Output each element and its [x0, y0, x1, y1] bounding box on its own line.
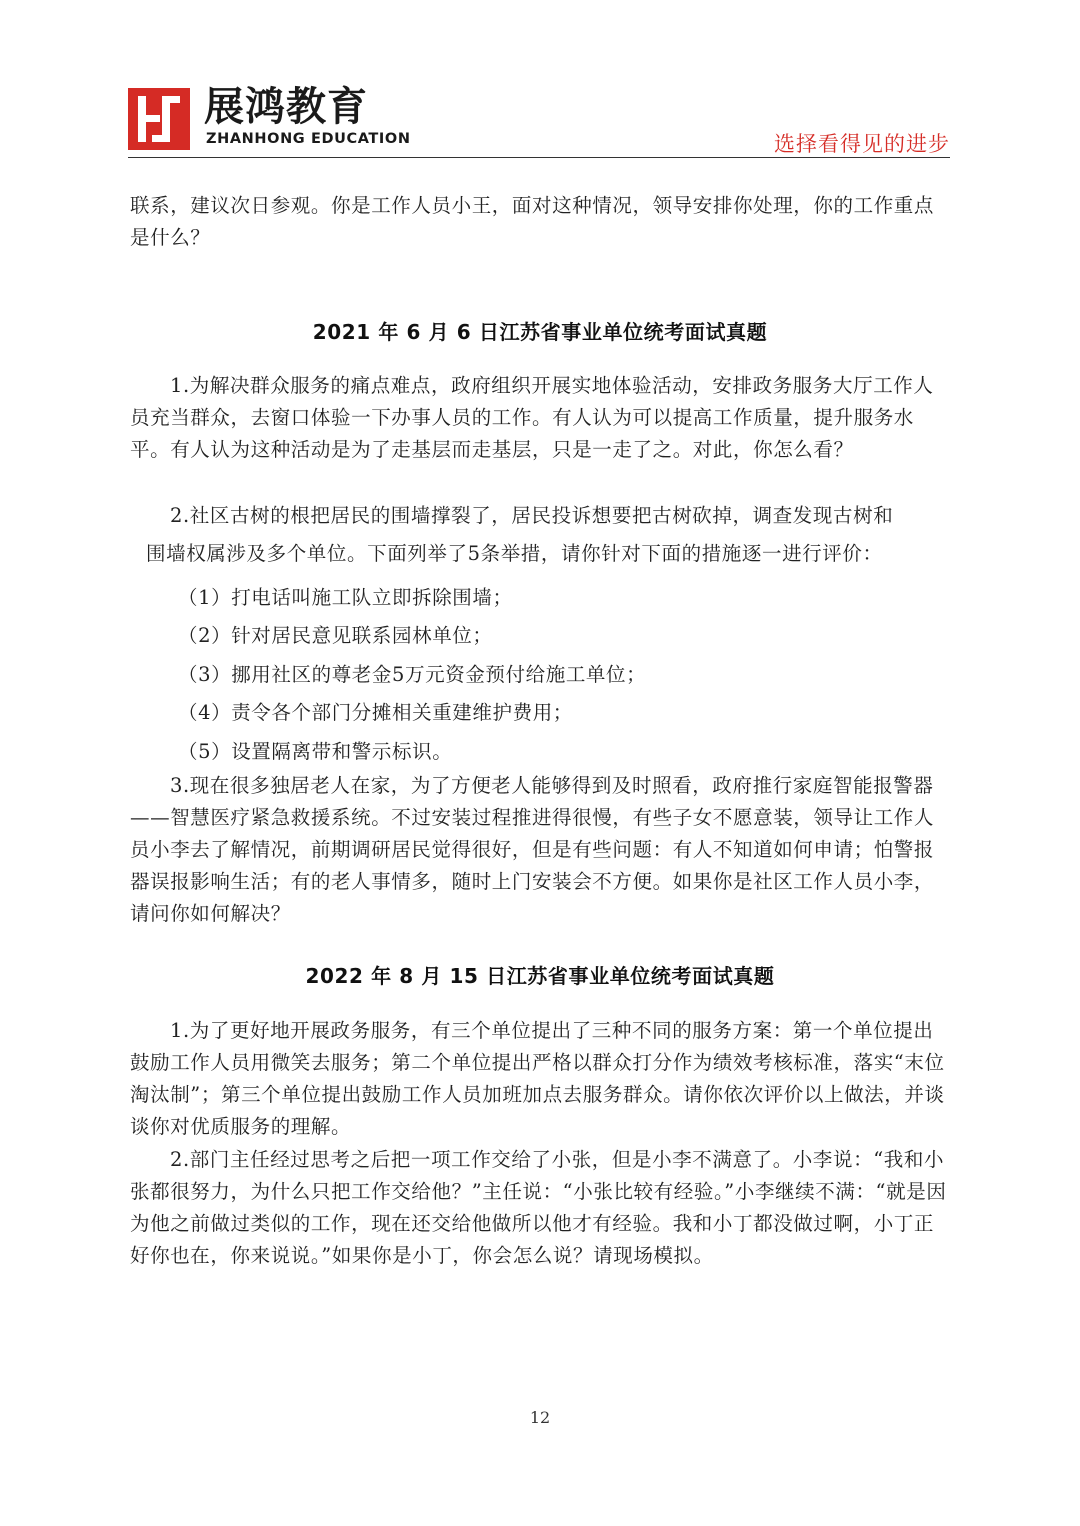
section-title-2021: 2021 年 6 月 6 日江苏省事业单位统考面试真题 [312, 320, 768, 344]
brand-name-en: ZHANHONG EDUCATION [206, 131, 411, 147]
intro-paragraph: 联系，建议次日参观。你是工作人员小王，面对这种情况，领导安排你处理，你的工作重点是什么？ [130, 194, 935, 249]
question-2022-1: 1.为了更好地开展政务服务，有三个单位提出了三种不同的服务方案：第一个单位提出鼓励工作人员用微笑去服务；第二个单位提出严格以群众打分作为绩效考核标准，落实“末位淘汰制”；第三个单位提出鼓励工作人员加班加点去服务群众。请你依次评价以上做法，并谈谈你对优质服务的理解。 [130, 1019, 945, 1138]
zhanhong-logo-icon [128, 88, 190, 150]
slogan: 选择看得见的进步 [774, 132, 950, 156]
question-2021-2-cont: 围墙权属涉及多个单位。下面列举了5条举措，请你针对下面的措施逐一进行评价： [146, 542, 883, 565]
section-title-2022: 2022 年 8 月 15 日江苏省事业单位统考面试真题 [305, 964, 775, 988]
question-2021-3: 3.现在很多独居老人在家，为了方便老人能够得到及时照看，政府推行家庭智能报警器——智慧医疗紧急救援系统。不过安装过程推进得很慢，有些子女不愿意装，领导让工作人员小李去了解情况，前期调研居民觉得很好，但是有些问题：有人不知道如何申请；怕警报器误报影响生活；有的老人事情多，随时上门安装会不方便。如果你是社区工作人员小李，请问你如何解决？ [130, 774, 935, 925]
list-item: （4）责令各个部门分摊相关重建维护费用； [178, 701, 573, 724]
list-item: （2）针对居民意见联系园林单位； [178, 624, 493, 647]
header-divider [128, 157, 950, 158]
page-header [128, 82, 950, 162]
question-2022-2: 2.部门主任经过思考之后把一项工作交给了小张，但是小李不满意了。小李说：“我和小张都很努力，为什么只把工作交给他？”主任说：“小张比较有经验。”小李继续不满：“就是因为他之前做过类似的工作，现在还交给他做所以他才有经验。我和小丁都没做过啊，小丁正好你也在，你来说说。”如果你是小丁，你会怎么说？请现场模拟。 [130, 1148, 947, 1267]
brand-name: 展鸿教育 [204, 84, 368, 130]
list-item: （1）打电话叫施工队立即拆除围墙； [178, 586, 513, 609]
page-number: 12 [529, 1408, 551, 1427]
question-2021-2: 2.社区古树的根把居民的围墙撑裂了，居民投诉想要把古树砍掉，调查发现古树和 [170, 504, 894, 527]
list-item: （5）设置隔离带和警示标识。 [178, 740, 453, 763]
list-item: （3）挪用社区的尊老金5万元资金预付给施工单位； [178, 663, 647, 686]
question-2021-1: 1.为解决群众服务的痛点难点，政府组织开展实地体验活动，安排政务服务大厅工作人员充当群众，去窗口体验一下办事人员的工作。有人认为可以提高工作质量，提升服务水平。有人认为这种活动是为了走基层而走基层，只是一走了之。对此，你怎么看？ [130, 374, 934, 461]
